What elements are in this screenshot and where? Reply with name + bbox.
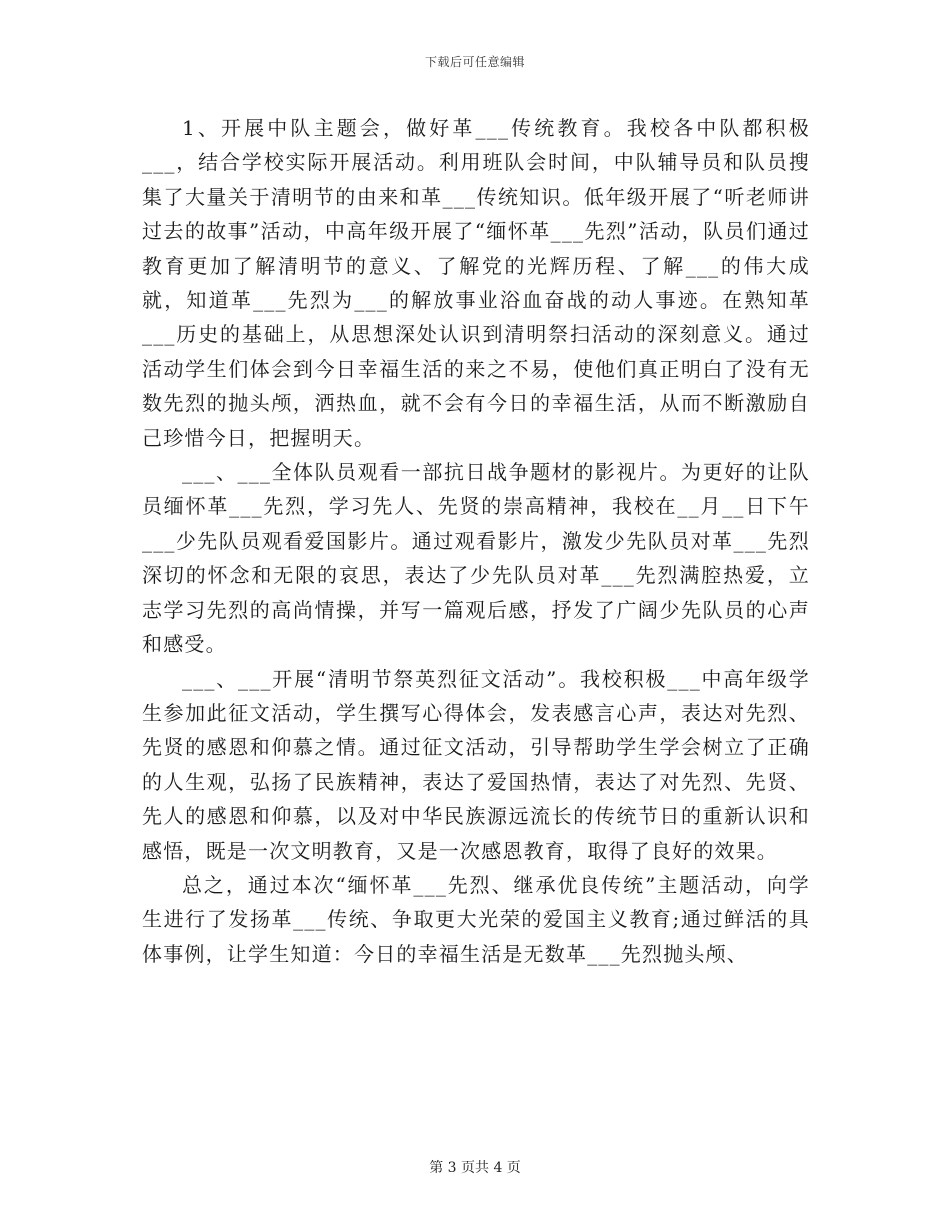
paragraph-1: 1、开展中队主题会，做好革___传统教育。我校各中队都积极___，结合学校实际开展活动。利用班队会时间，中队辅导员和队员搜集了大量关于清明节的由来和革___传统知识。低年级开展了“听老师讲过去的故事”活动，中高年级开展了“缅怀革___先烈”活动，队员们通过教育更加了解清明节的意义、了解党的光辉历程、了解___的伟大成就，知道革___先烈为___的解放事业浴血奋战的动人事迹。在熟知革___历史的基础上，从思想深处认识到清明祭扫活动的深刻意义。通过活动学生们体会到今日幸福生活的来之不易，使他们真正明白了没有无数先烈的抛头颅，洒热血，就不会有今日的幸福生活，从而不断激励自己珍惜今日，把握明天。 xyxy=(142,116,810,450)
page-header: 下载后可任意编辑 xyxy=(424,55,525,69)
document-body xyxy=(142,111,810,971)
paragraph-3: ___、___开展“清明节祭英烈征文活动”。我校积极___中高年级学生参加此征文活动，学生撰写心得体会，发表感言心声，表达对先烈、先贤的感恩和仰慕之情。通过征文活动，引导帮助学生学会树立了正确的人生观，弘扬了民族精神，表达了爱国热情，表达了对先烈、先贤、先人的感恩和仰慕，以及对中华民族源远流长的传统节日的重新认识和感悟，既是一次文明教育，又是一次感恩教育，取得了良好的效果。 xyxy=(142,666,810,863)
paragraph-4: 总之，通过本次“缅怀革___先烈、继承优良传统”主题活动，向学生进行了发扬革___传统、争取更大光荣的爱国主义教育;通过鲜活的具体事例，让学生知道：今日的幸福生活是无数革___先烈抛头颅、 xyxy=(142,872,810,966)
paragraph-2: ___、___全体队员观看一部抗日战争题材的影视片。为更好的让队员缅怀革___先烈，学习先人、先贤的崇高精神，我校在__月__日下午___少先队员观看爱国影片。通过观看影片，激发少先队员对革___先烈深切的怀念和无限的哀思，表达了少先队员对革___先烈满腔热爱，立志学习先烈的高尚情操，并写一篇观后感，抒发了广阔少先队员的心声和感受。 xyxy=(142,460,810,657)
page-number: 第 3 页共 4 页 xyxy=(429,1160,521,1176)
